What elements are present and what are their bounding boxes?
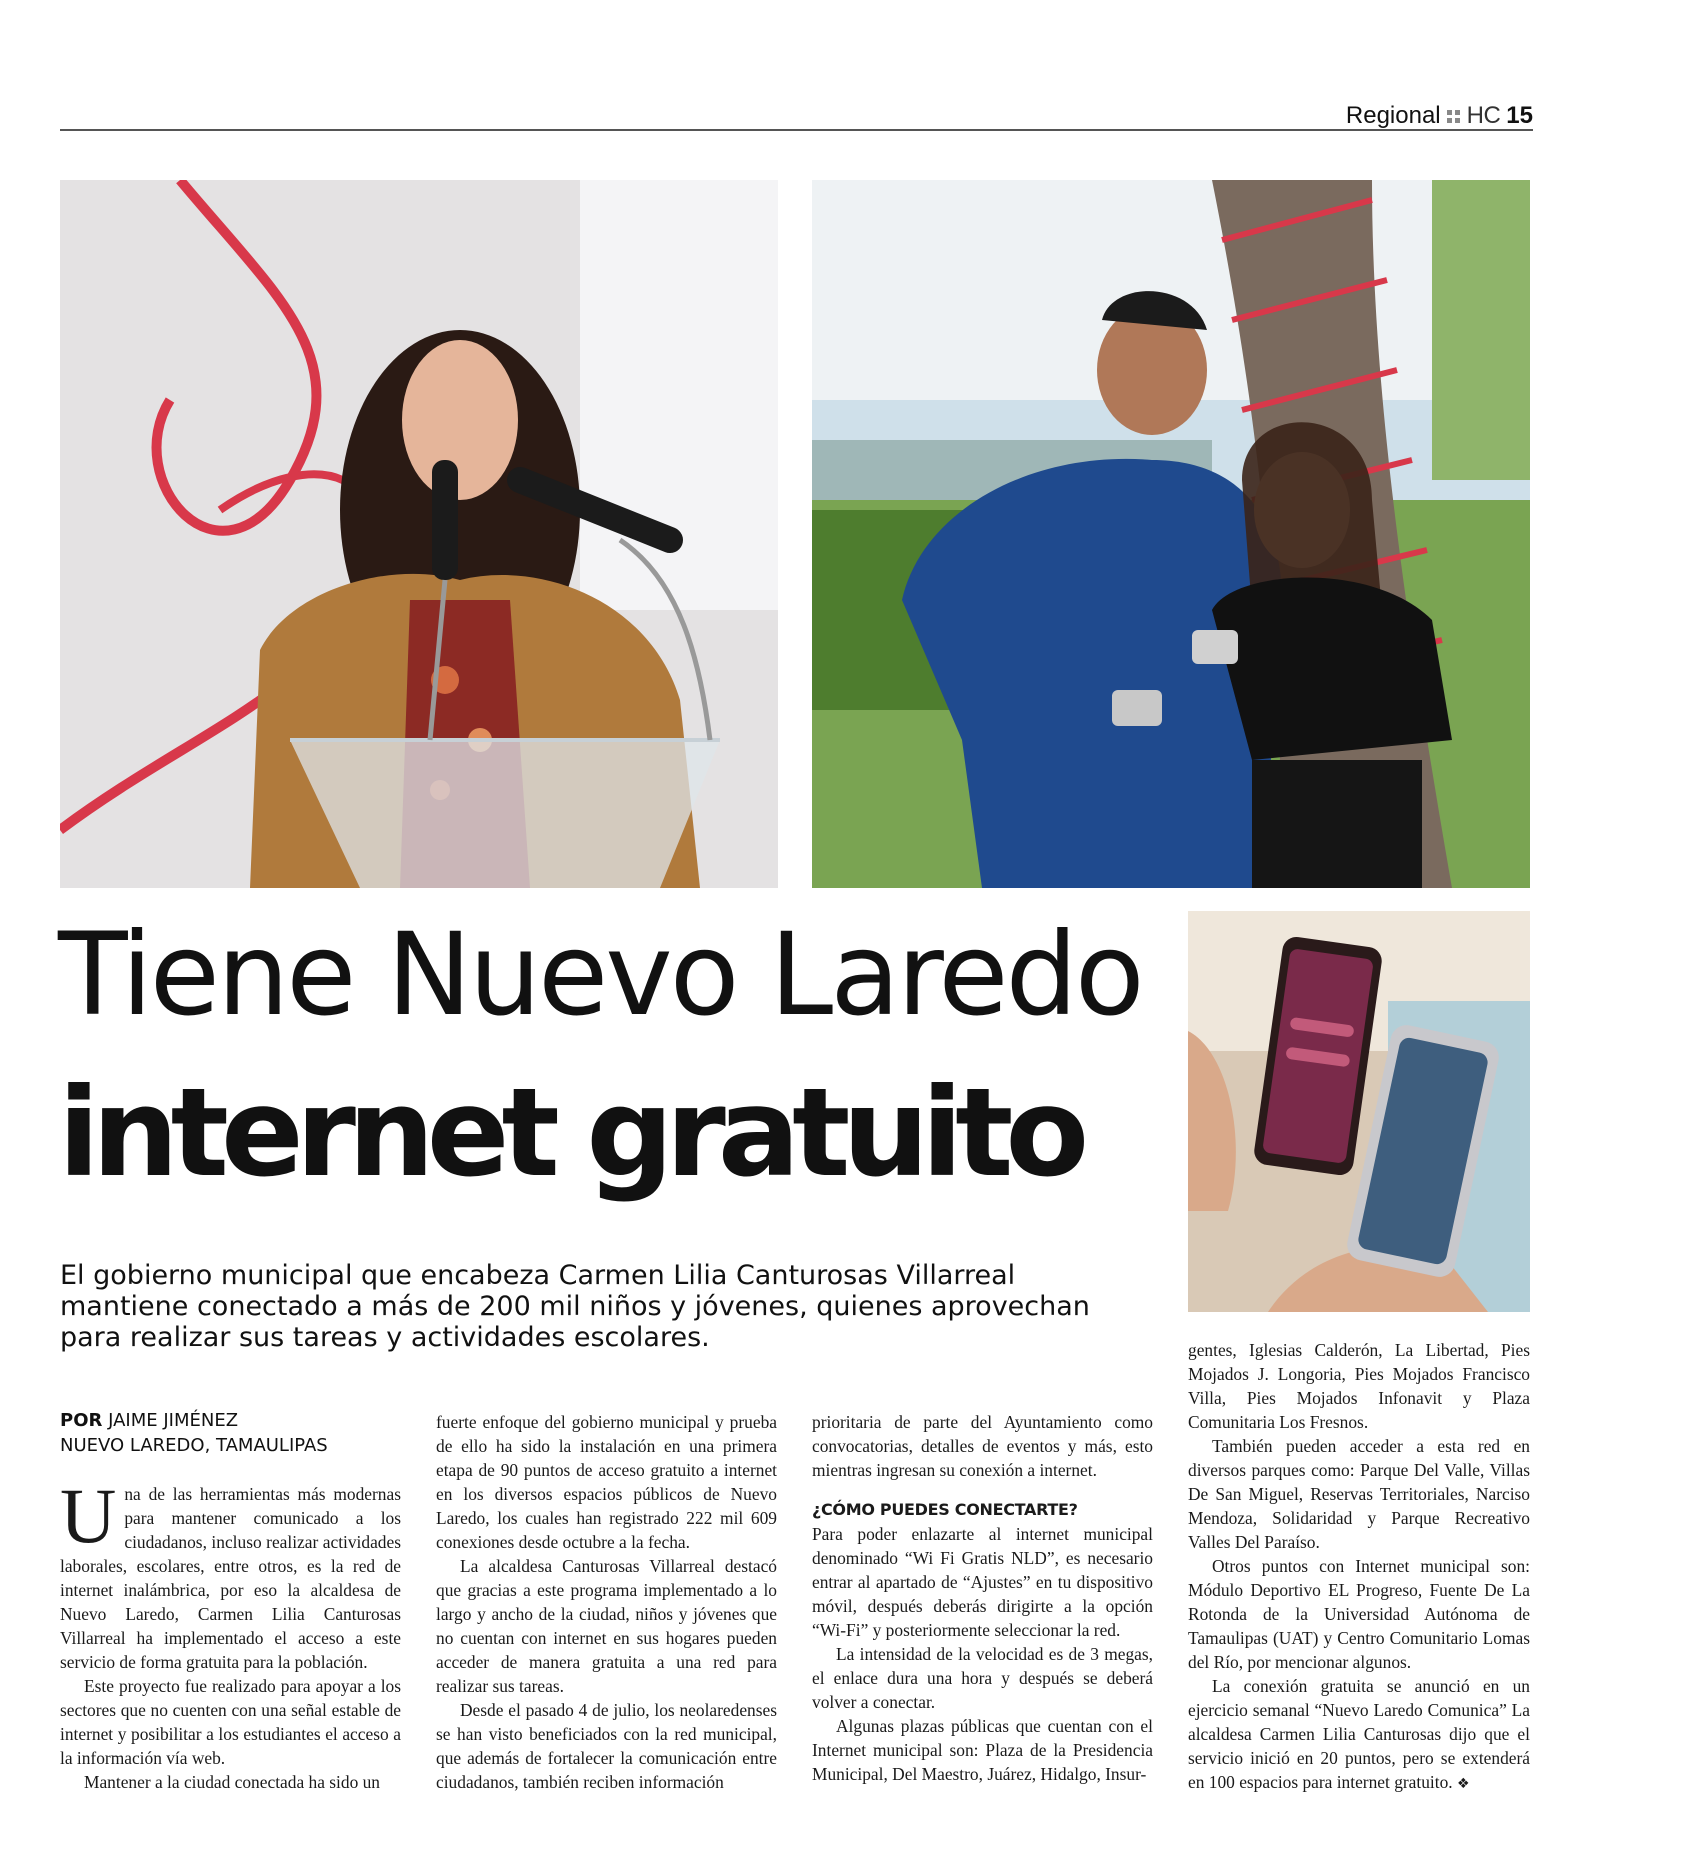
article-column-1 xyxy=(60,1472,401,1794)
paragraph-6: Para poder enlazarte al internet municipal denominado “Wi Fi Gratis NLD”, es necesario entrar al apartado de “Ajustes” en tu dispositivo móvil, después deberás dirigirte a la opción “Wi-Fi” y posteriormente seleccionar la red. xyxy=(812,1524,1153,1640)
dek: El gobierno municipal que encabeza Carmen Lilia Canturosas Villarreal mantiene conectado a más de 200 mil niños y jóvenes, quienes aprovechan para realizar sus tareas y actividades escolares. xyxy=(60,1260,1090,1353)
grid-dots-icon xyxy=(1447,110,1461,124)
byline-location: NUEVO LAREDO, TAMAULIPAS xyxy=(60,1435,328,1456)
headline-line-2: internet gratuito xyxy=(58,1062,1082,1204)
end-mark-icon: ❖ xyxy=(1457,1776,1470,1792)
page-number: 15 xyxy=(1506,102,1533,129)
paragraph-11: La conexión gratuita se anunció en un ejercicio semanal “Nuevo Laredo Comunica” La alcaldesa Carmen Lilia Canturosas dijo que el servicio inició en 20 puntos, pero se extenderá en 100 espacios para internet gratuito. ❖ xyxy=(1188,1676,1530,1792)
paragraph-9: También pueden acceder a esta red en diversos parques como: Parque Del Valle, Villas De San Miguel, Reservas Territoriales, Narciso Mendoza, Solidaridad y Parque Recreativo Valles Del Paraíso. xyxy=(1188,1436,1530,1552)
paragraph-8-start: Algunas plazas públicas que cuentan con el Internet municipal son: Plaza de la Presidencia Municipal, Del Maestro, Juárez, Hidalgo, Insur- xyxy=(812,1716,1153,1784)
section-header xyxy=(1346,102,1533,130)
paragraph-1: Una de las herramientas más modernas para mantener comunicado a los ciudadanos, incluso realizar actividades laborales, escolares, entre otros, es la red de internet inalámbrica, por eso la alcaldesa de Nuevo Laredo, Carmen Lilia Canturosas Villarreal ha implementado el acceso a este servicio de forma gratuita para la población. xyxy=(60,1472,401,1672)
byline-author: JAIME JIMÉNEZ xyxy=(108,1410,239,1431)
byline-prefix: POR xyxy=(60,1410,103,1431)
header-rule xyxy=(60,129,1533,131)
paragraph-4: La alcaldesa Canturosas Villarreal destacó que gracias a este programa implementado a lo largo y ancho de la ciudad, niños y jóvenes que no cuentan con internet en sus hogares pueden acceder de manera gratuita a una red para realizar sus tareas. xyxy=(436,1556,777,1696)
paragraph-3-start: Mantener a la ciudad conectada ha sido un xyxy=(84,1772,380,1792)
article-column-3 xyxy=(812,1410,1153,1786)
paragraph-7: La intensidad de la velocidad es de 3 megas, el enlace dura una hora y después se deberá volver a conectar. xyxy=(812,1644,1153,1712)
headline-line-1: Tiene Nuevo Laredo xyxy=(58,908,1142,1041)
photo-speaker xyxy=(60,180,778,888)
paragraph-5-end: prioritaria de parte del Ayuntamiento como convocatorias, detalles de eventos y más, esto mientras ingresan su conexión a internet. xyxy=(812,1412,1153,1480)
publication-name: HC xyxy=(1466,102,1501,129)
paragraph-8-end: gentes, Iglesias Calderón, La Libertad, Pies Mojados J. Longoria, Pies Mojados Francisco Villa, Pies Mojados Infonavit y Plaza Comunitaria Los Fresnos. xyxy=(1188,1340,1530,1432)
paragraph-2: Este proyecto fue realizado para apoyar a los sectores que no cuenten con una señal estable de internet y posibilitar a los estudiantes el acceso a la información vía web. xyxy=(60,1676,401,1768)
photo-phones xyxy=(1188,911,1530,1312)
dropcap: U xyxy=(60,1472,117,1559)
paragraph-3-end: fuerte enfoque del gobierno municipal y prueba de ello ha sido la instalación en una primera etapa de 90 puntos de acceso gratuito a internet en los diversos espacios públicos de Nuevo Laredo, los cuales han registrado 222 mil 609 conexiones desde octubre a la fecha. xyxy=(436,1412,777,1552)
paragraph-10: Otros puntos con Internet municipal son: Módulo Deportivo EL Progreso, Fuente De La Rotonda de la Universidad Autónoma de Tamaulipas (UAT) y Centro Comunitario Lomas del Río, por mencionar algunos. xyxy=(1188,1556,1530,1672)
article-column-2 xyxy=(436,1410,777,1794)
paragraph-5-start: Desde el pasado 4 de julio, los neolaredenses se han visto beneficiados con la red municipal, que además de fortalecer la comunicación entre ciudadanos, también reciben información xyxy=(436,1700,777,1792)
subhead: ¿CÓMO PUEDES CONECTARTE? xyxy=(812,1500,1078,1519)
byline xyxy=(60,1408,328,1458)
photo-couple xyxy=(812,180,1530,888)
article-column-4 xyxy=(1188,1338,1530,1796)
section-name: Regional xyxy=(1345,102,1441,129)
